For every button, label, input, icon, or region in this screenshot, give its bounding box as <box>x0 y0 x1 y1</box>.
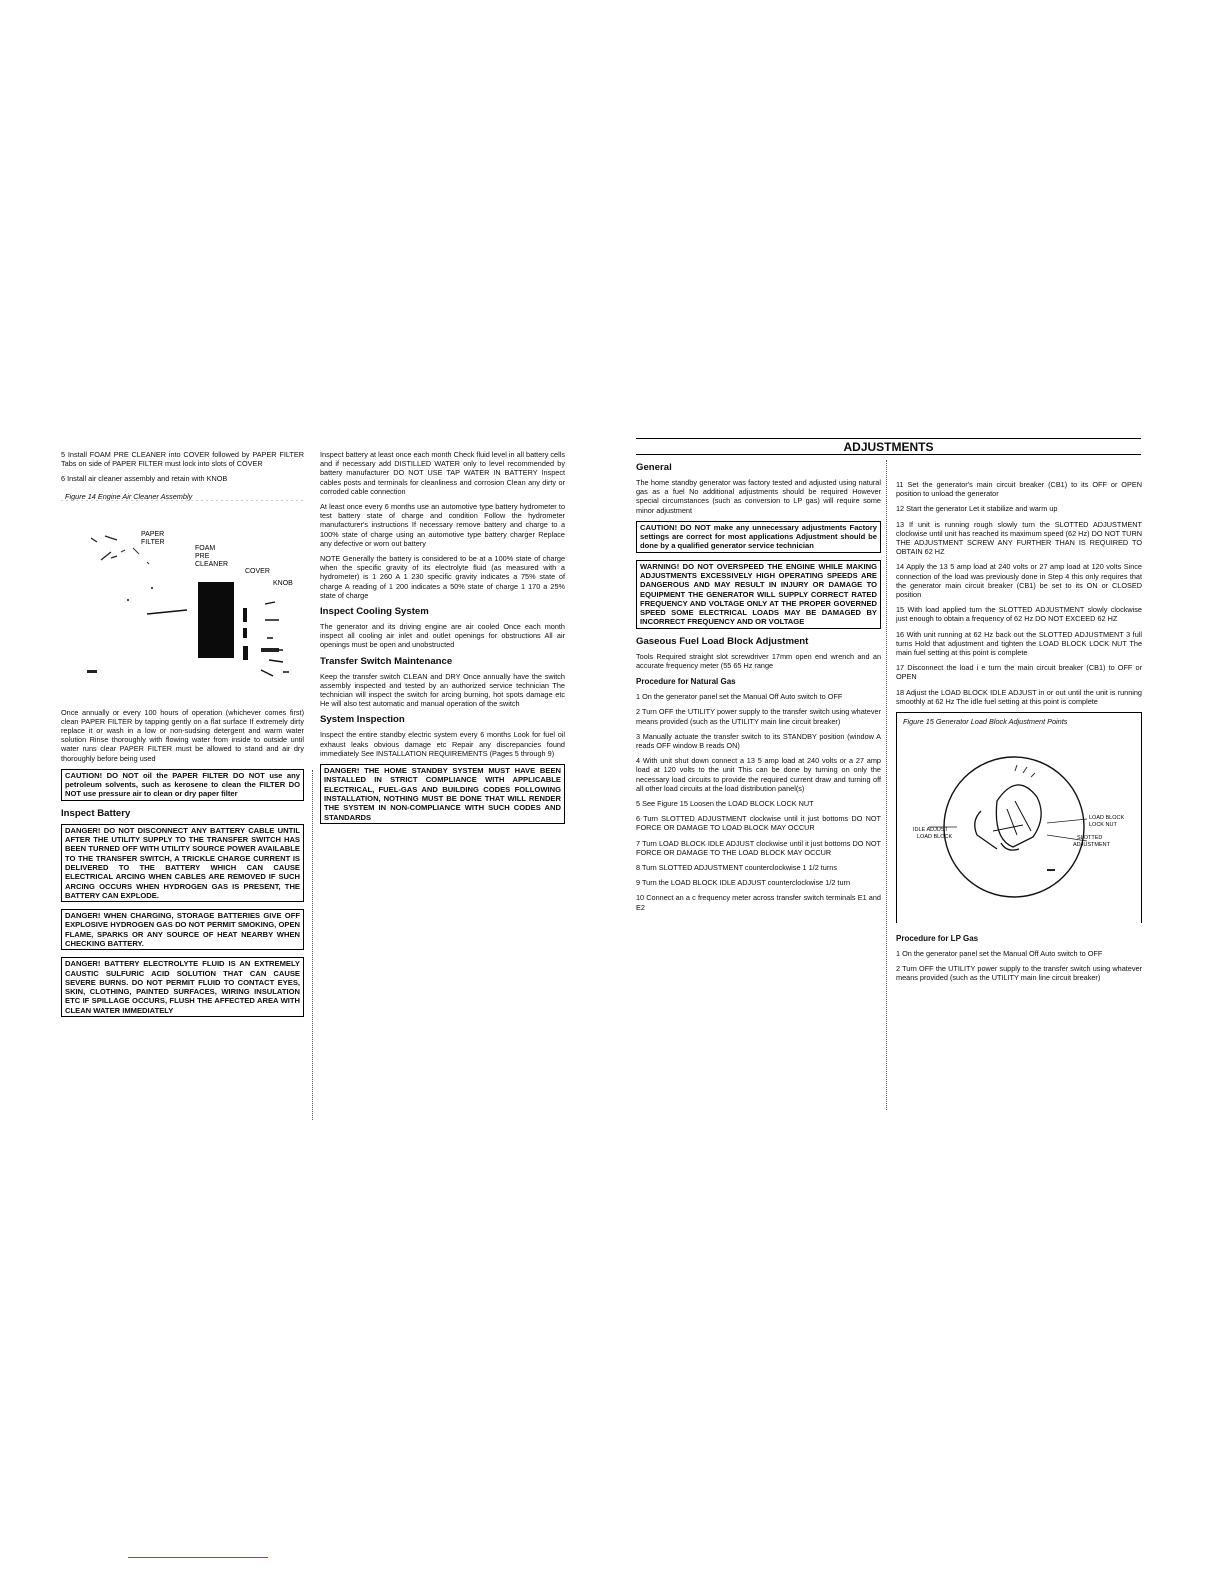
natural-step-10: 10 Connect an a c frequency meter across transfer switch terminals E1 and E2 <box>636 893 881 912</box>
figure-15-caption: Figure 15 Generator Load Block Adjustment Points <box>903 717 1068 727</box>
danger-cable-box: DANGER! DO NOT DISCONNECT ANY BATTERY CABLE UNTIL AFTER THE UTILITY SUPPLY TO THE TRANSFER SWITCH HAS BEEN TURNED OFF WITH UTILITY SOURCE POWER AVAILABLE TO THE TRANSFER SWITCH, A TRICKLE CHARGE CURRENT IS DELIVERED TO THE BATTERY WHICH CAN CAUSE ELECTRICAL ARCING WHEN CABLES ARE REMOVED IF SUCH ARCING OCCURS WHEN HYDROGEN GAS IS PRESENT, THE BATTERY CAN EXPLODE. <box>61 824 304 902</box>
right-column-1 <box>636 460 881 918</box>
figure-14-air-cleaner-drawing <box>61 500 304 700</box>
adjustments-title: ADJUSTMENTS <box>843 440 934 454</box>
step-6: 6 Install air cleaner assembly and retain with KNOB <box>61 474 228 484</box>
natural-step-15: 15 With load applied turn the SLOTTED ADJUSTMENT slowly clockwise just enough to obtain a frequency of 62 Hz DO NOT EXCEED 62 HZ <box>896 605 1142 624</box>
para-general: The home standby generator was factory tested and adjusted using natural gas as a fuel No additional adjustments should be required However special circumstances (such as conversion to LP gas) will require some minor adjustment <box>636 478 881 515</box>
para-inspect-battery: Inspect battery at least once each month Check fluid level in all battery cells and if necessary add DISTILLED WATER only to level recommended by battery manufacturer DO NOT USE TAP WATER IN BATTERY Inspect cables posts and terminals for cleanliness and corrosion Clean any dirty or corroded cable connection <box>320 450 565 496</box>
label-slotted-1: SLOTTED <box>1077 835 1103 842</box>
natural-step-16: 16 With unit running at 62 Hz back out the SLOTTED ADJUSTMENT 3 full turns Hold that adjustment and tighten the LOAD BLOCK LOCK NUT The main fuel setting at this point is complete <box>896 629 1142 658</box>
danger-charging-box: DANGER! WHEN CHARGING, STORAGE BATTERIES GIVE OFF EXPLOSIVE HYDROGEN GAS DO NOT PERMIT SMOKING, OPEN FLAME, SPARKS OR ANY SOURCE OF HEAT NEARBY WHEN CHECKING BATTERY. <box>61 909 304 950</box>
natural-step-13: 13 If unit is running rough slowly turn the SLOTTED ADJUSTMENT clockwise until unit has reached its maximum speed (62 Hz) DO NOT TURN THE ADJUSTMENT SCREW ANY FURTHER THAN IS REQUIRED TO OBTAIN 62 HZ <box>896 519 1142 557</box>
label-idle-1: IDLE ADJUST <box>913 827 948 834</box>
heading-load-block: Gaseous Fuel Load Block Adjustment <box>636 635 809 647</box>
heading-natural-gas: Procedure for Natural Gas <box>636 677 736 687</box>
bottom-link-rule <box>128 1557 268 1558</box>
para-hydrometer: At least once every 6 months use an automotive type battery hydrometer to test battery state of charge and condition Follow the hydrometer manufacturer's instructions If necessary remove battery and charge to a 100% state of charge using an automotive type battery charger Replace any defective or worn out battery <box>320 502 565 548</box>
figure-15-load-block-drawing <box>897 731 1141 921</box>
label-slotted-2: ADJUSTMENT <box>1073 842 1110 849</box>
natural-step-3: 3 Manually actuate the transfer switch to its STANDBY position (window A reads OFF window B reads ON) <box>636 731 881 750</box>
figure-14-caption: Figure 14 Engine Air Cleaner Assembly <box>65 491 193 501</box>
lp-step-2: 2 Turn OFF the UTILITY power supply to the transfer switch using whatever means provided (such as the UTILITY main line circuit breaker) <box>896 964 1142 983</box>
natural-step-17: 17 Disconnect the load i e turn the main circuit breaker (CB1) to OFF or OPEN <box>896 663 1142 682</box>
heading-cooling-system: Inspect Cooling System <box>320 606 429 618</box>
label-foam: FOAM <box>195 544 216 552</box>
label-filter: FILTER <box>141 538 165 546</box>
label-knob: KNOB <box>273 579 293 587</box>
label-lock-nut-2: LOCK NUT <box>1089 822 1117 829</box>
caution-adjust-box: CAUTION! DO NOT make any unnecessary adjustments Factory settings are correct for most applications Adjustment should be done by a qualified generator service technician <box>636 521 881 553</box>
label-idle-2: LOAD BLOCK <box>917 834 953 841</box>
natural-step-1: 1 On the generator panel set the Manual Off Auto switch to OFF <box>636 692 843 702</box>
right-column-2 <box>896 480 1142 989</box>
right-column-divider <box>886 460 887 1110</box>
para-cooling: The generator and its driving engine are air cooled Once each month inspect all cooling air inlet and outlet openings for obstructions All air openings must be open and unobstructed <box>320 622 565 650</box>
natural-step-2: 2 Turn OFF the UTILITY power supply to the transfer switch using whatever means provided (such as the UTILITY main line circuit breaker) <box>636 707 881 726</box>
natural-step-4: 4 With unit shut down connect a 13 5 amp load at 240 volts or a 27 amp load at 120 volts to the unit This can be done by turning on only the necessary load circuits to provide the required current draw and turning off all other load circuits at the load distribution panel(s) <box>636 756 881 793</box>
label-lock-nut-1: LOAD BLOCK <box>1089 815 1125 822</box>
natural-step-12: 12 Start the generator Let it stabilize and warm up <box>896 504 1058 514</box>
para-note-gravity: NOTE Generally the battery is considered to be at a 100% state of charge when the specific gravity of its electrolyte fluid (as measured with a hydrometer) is 1 260 A 1 230 specific gravity indicates a 75% state of charge A reading of 1 200 indicates a 50% state of charge 1 170 a 25% state of charge <box>320 554 565 600</box>
adjustments-header <box>636 438 1141 455</box>
label-pre: PRE <box>195 552 210 560</box>
danger-system-box: DANGER! THE HOME STANDBY SYSTEM MUST HAVE BEEN INSTALLED IN STRICT COMPLIANCE WITH APPLICABLE ELECTRICAL, FUEL-GAS AND BUILDING CODES FOLLOWING INSTALLATION, NOTHING MUST BE DONE THAT WILL RENDER THE SYSTEM IN NON-COMPLIANCE WITH SUCH CODES AND STANDARDS <box>320 764 565 824</box>
heading-transfer-switch: Transfer Switch Maintenance <box>320 655 453 667</box>
natural-step-9: 9 Turn the LOAD BLOCK IDLE ADJUST counterclockwise 1/2 turn <box>636 878 851 888</box>
caution-filter-box: CAUTION! DO NOT oil the PAPER FILTER DO NOT use any petroleum solvents, such as kerosene to clean the FILTER DO NOT use pressure air to clean or dry paper filter <box>61 769 304 801</box>
lp-step-1: 1 On the generator panel set the Manual Off Auto switch to OFF <box>896 949 1103 959</box>
heading-lp-gas: Procedure for LP Gas <box>896 934 979 944</box>
figure-14 <box>61 490 304 700</box>
step-5: 5 Install FOAM PRE CLEANER into COVER followed by PAPER FILTER Tabs on side of PAPER FILTER must lock into slots of COVER <box>61 450 304 469</box>
natural-step-14: 14 Apply the 13 5 amp load at 240 volts or 27 amp load at 120 volts Since connection of the load was previously done in Step 4 this only requires that the generator main circuit breaker (CB1) be set to its ON or CLOSED position <box>896 562 1142 600</box>
para-system: Inspect the entire standby electric system every 6 months Look for fuel oil exhaust leaks obvious damage etc Repair any discrepancies found immediately See INSTALLATION REQUIREMENTS (Pages 5 through 9) <box>320 730 565 758</box>
natural-step-11: 11 Set the generator's main circuit breaker (CB1) to its OFF or OPEN position to unload the generator <box>896 480 1142 499</box>
cover-shape <box>198 582 234 658</box>
tools-required: Tools Required straight slot screwdriver 17mm open end wrench and an accurate frequency meter (55 65 Hz range <box>636 651 881 670</box>
figure-15 <box>896 712 1142 923</box>
warning-overspeed-box: WARNING! DO NOT OVERSPEED THE ENGINE WHILE MAKING ADJUSTMENTS EXCESSIVELY HIGH OPERATING SPEEDS ARE DANGEROUS AND MAY RESULT IN INJURY OR DAMAGE TO EQUIPMENT THE GENERATOR WILL SUPPLY CORRECT RATED FREQUENCY AND VOLTAGE ONLY AT THE PROPER GOVERNED SPEED SOME ELECTRICAL LOADS MAY BE DAMAGED BY INCORRECT FREQUENCY AND OR VOLTAGE <box>636 560 881 629</box>
label-cleaner: CLEANER <box>195 560 229 568</box>
left-column-2 <box>320 450 565 831</box>
heading-general: General <box>636 462 672 473</box>
natural-step-8: 8 Turn SLOTTED ADJUSTMENT counterclockwise 1 1/2 turns <box>636 863 838 873</box>
para-clean-filter: Once annually or every 100 hours of operation (whichever comes first) clean PAPER FILTER by tapping gently on a flat surface If extremely dirty replace it or wash in a low or non-sudsing detergent and warm water solution Rinse thoroughly with flowing water from inside to outside until water runs clear PAPER FILTER must be allowed to stand and air dry thoroughly before being used <box>61 707 304 763</box>
natural-step-6: 6 Turn SLOTTED ADJUSTMENT clockwise until it just bottoms DO NOT FORCE OR DAMAGE TO LOAD BLOCK MAY OCCUR <box>636 814 881 833</box>
label-cover: COVER <box>245 567 270 575</box>
para-transfer: Keep the transfer switch CLEAN and DRY Once annually have the switch assembly inspected and tested by an authorized service technician The technician will inspect the switch for arcing burning, hot spots damage etc He will also test automatic and manual operation of the switch <box>320 671 565 709</box>
heading-inspect-battery: Inspect Battery <box>61 807 131 819</box>
left-column-divider <box>312 770 313 1120</box>
label-paper: PAPER <box>141 530 165 538</box>
natural-step-7: 7 Turn LOAD BLOCK IDLE ADJUST clockwise until it just bottoms DO NOT FORCE OR DAMAGE TO THE LOAD BLOCK MAY OCCUR <box>636 838 881 857</box>
natural-step-5: 5 See Figure 15 Loosen the LOAD BLOCK LOCK NUT <box>636 799 814 809</box>
left-column-1 <box>61 450 304 1024</box>
natural-step-18: 18 Adjust the LOAD BLOCK IDLE ADJUST in or out until the unit is running smoothly at 62 Hz The idle fuel setting at this point is complete <box>896 687 1142 706</box>
danger-electrolyte-box: DANGER! BATTERY ELECTROLYTE FLUID IS AN EXTREMELY CAUSTIC SULFURIC ACID SOLUTION THAT CAN CAUSE SEVERE BURNS. DO NOT PERMIT FLUID TO CONTACT EYES, SKIN, CLOTHING, PAINTED SURFACES, WIRING INSULATION ETC IF SPILLAGE OCCURS, FLUSH THE AFFECTED AREA WITH CLEAN WATER IMMEDIATELY <box>61 957 304 1017</box>
heading-system-inspection: System Inspection <box>320 714 405 726</box>
